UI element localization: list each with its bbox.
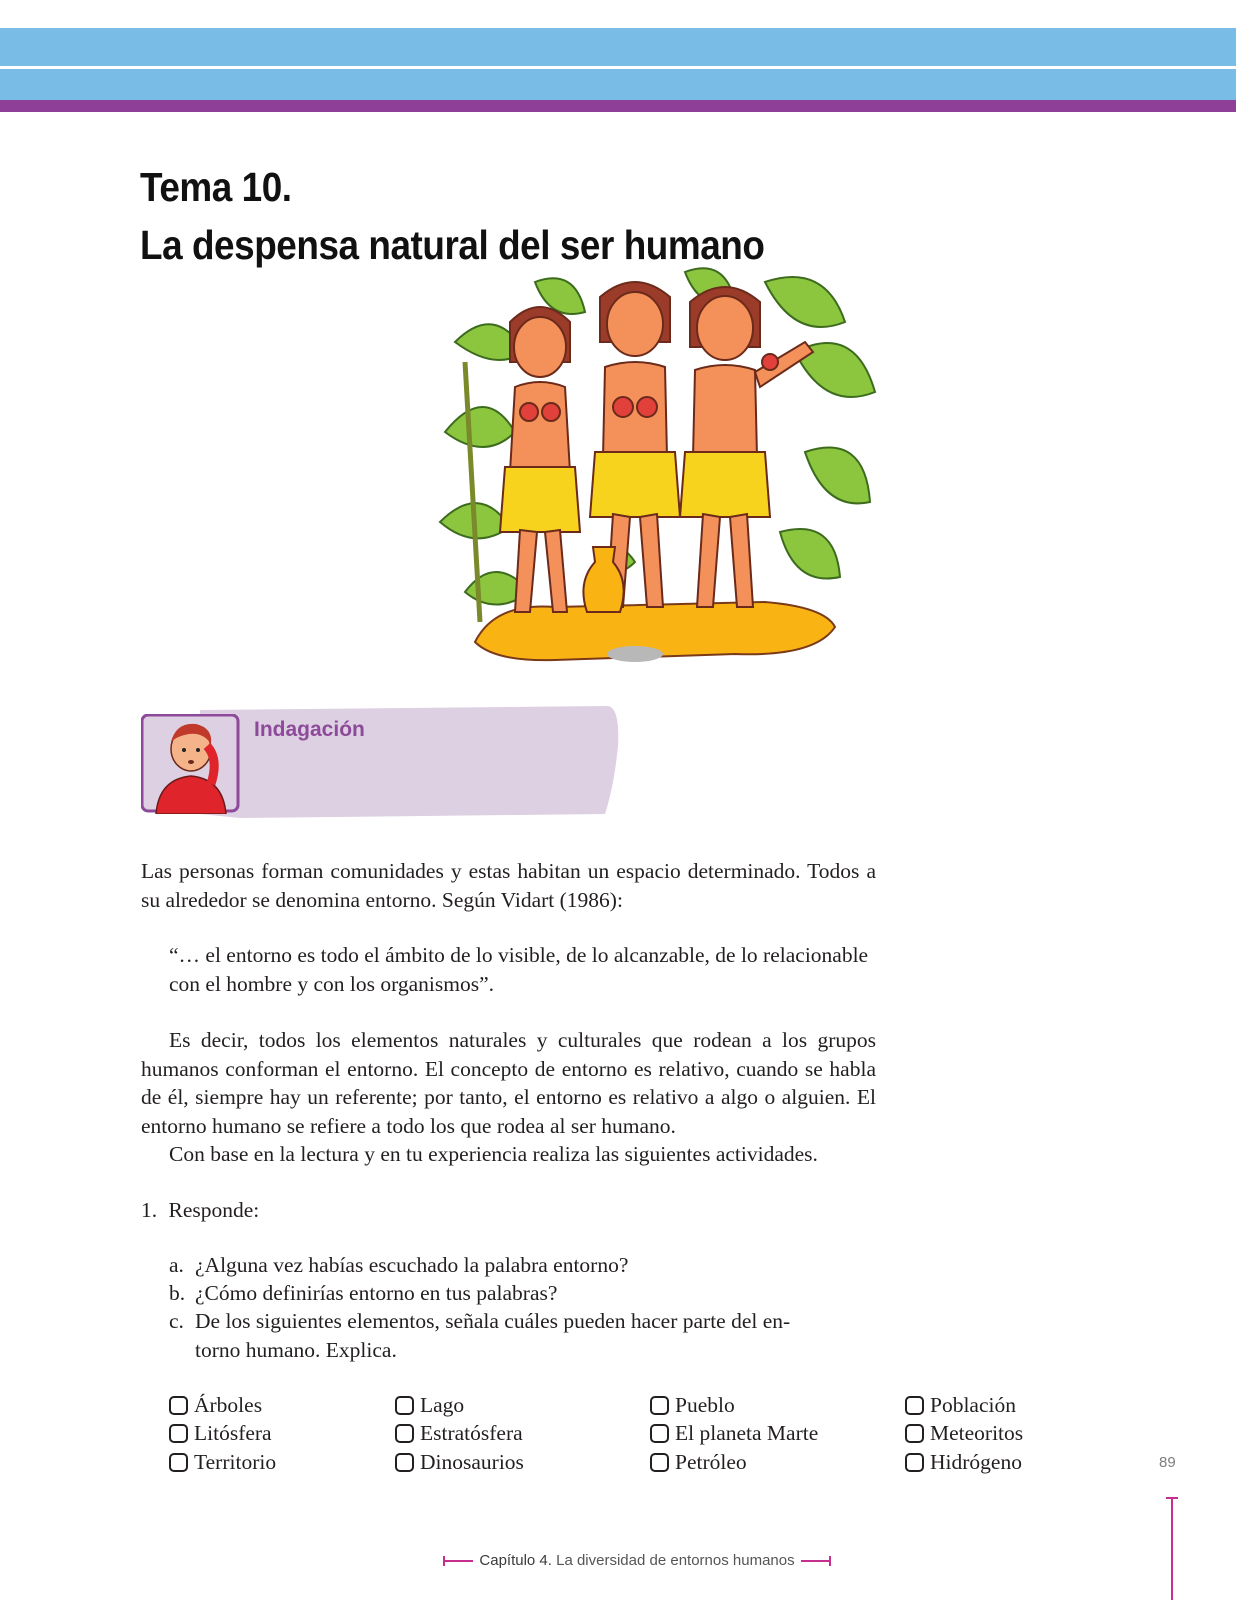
option-label: Territorio <box>194 1449 277 1474</box>
option-label: Pueblo <box>675 1392 735 1417</box>
checkbox[interactable] <box>650 1424 669 1443</box>
checkbox[interactable] <box>905 1396 924 1415</box>
item-text-continued: torno humano. Explica. <box>195 1337 397 1362</box>
question-label: Responde: <box>168 1198 260 1222</box>
option-item[interactable] <box>395 1391 524 1420</box>
checkbox[interactable] <box>650 1453 669 1472</box>
option-item[interactable] <box>905 1448 1023 1477</box>
option-item[interactable] <box>905 1391 1023 1420</box>
options-column-1 <box>169 1391 276 1477</box>
option-label: Población <box>930 1392 1016 1417</box>
page-title <box>140 158 764 274</box>
question-item-a <box>169 1251 876 1280</box>
option-label: El planeta Marte <box>675 1421 819 1446</box>
vidart-quote: “… el entorno es todo el ámbito de lo visible, de lo alcanzable, de lo relacionable con el hombre y con los organismos”. <box>169 943 869 996</box>
paragraph-entorno: Es decir, todos los elementos naturales y culturales que rodean a los grupos humanos conforman el entorno. El concepto de entorno es relativo, cuando se habla de él, siempre hay un referente; por tanto, el entorno es relativo a algo o alguien. El entorno humano se refiere a todo los que rodea al ser humano. <box>141 1028 876 1138</box>
item-letter: b. <box>169 1281 186 1305</box>
option-item[interactable] <box>169 1420 276 1449</box>
checkbox[interactable] <box>395 1396 414 1415</box>
option-label: Litósfera <box>194 1421 272 1446</box>
footer-chapter-title: La diversidad de entornos humanos <box>556 1552 795 1569</box>
option-item[interactable] <box>905 1420 1023 1449</box>
checkbox[interactable] <box>169 1424 188 1443</box>
thinking-boy-icon <box>141 714 241 814</box>
option-item[interactable] <box>395 1420 524 1449</box>
question-item-c <box>169 1307 876 1364</box>
option-item[interactable] <box>650 1448 818 1477</box>
page-number: 89 <box>1159 1454 1176 1471</box>
option-label: Lago <box>420 1392 465 1417</box>
option-item[interactable] <box>650 1391 818 1420</box>
checkbox[interactable] <box>169 1453 188 1472</box>
chapter-footer <box>432 1552 842 1569</box>
question-number: 1. <box>141 1198 158 1222</box>
item-letter: c. <box>169 1309 184 1333</box>
footer-text <box>479 1552 794 1569</box>
checkbox[interactable] <box>395 1424 414 1443</box>
option-label: Petróleo <box>675 1449 747 1474</box>
paragraph-activities: Con base en la lectura y en tu experiencia realiza las siguientes actividades. <box>169 1142 818 1166</box>
option-item[interactable] <box>650 1420 818 1449</box>
header-band-divider <box>0 66 1236 69</box>
footer-left-tick <box>443 1560 473 1562</box>
title-line-1: Tema 10. <box>140 164 292 210</box>
title-line-2: La despensa natural del ser humano <box>140 222 765 268</box>
options-column-3 <box>650 1391 818 1477</box>
option-item[interactable] <box>169 1448 276 1477</box>
option-label: Dinosaurios <box>420 1449 524 1474</box>
option-label: Estratósfera <box>420 1421 523 1446</box>
option-label: Meteoritos <box>930 1421 1024 1446</box>
checkbox[interactable] <box>650 1396 669 1415</box>
item-text: ¿Cómo definirías entorno en tus palabras? <box>195 1281 558 1305</box>
checkbox[interactable] <box>905 1453 924 1472</box>
checkbox[interactable] <box>169 1396 188 1415</box>
options-column-4 <box>905 1391 1023 1477</box>
option-label: Árboles <box>194 1392 263 1417</box>
item-text: De los siguientes elementos, señala cuáles pueden hacer parte del en- <box>195 1309 791 1333</box>
option-item[interactable] <box>395 1448 524 1477</box>
question-item-b <box>169 1279 876 1308</box>
item-text: ¿Alguna vez habías escuchado la palabra entorno? <box>195 1253 629 1277</box>
footer-right-tick <box>801 1560 831 1562</box>
indagacion-label: Indagación <box>254 718 365 741</box>
checkbox[interactable] <box>395 1453 414 1472</box>
intro-paragraph: Las personas forman comunidades y estas habitan un espacio determinado. Todos a su alrededor se denomina entorno. Según Vidart (1986): <box>141 859 876 912</box>
header-band-purple <box>0 100 1236 112</box>
item-letter: a. <box>169 1253 184 1277</box>
question-1 <box>141 1196 259 1225</box>
options-column-2 <box>395 1391 524 1477</box>
explanation-paragraph <box>141 1026 876 1169</box>
checkbox[interactable] <box>905 1424 924 1443</box>
option-item[interactable] <box>169 1391 276 1420</box>
option-label: Hidrógeno <box>930 1449 1022 1474</box>
jungle-children-illustration <box>435 262 885 682</box>
footer-chapter: Capítulo 4. <box>479 1552 552 1569</box>
side-rule <box>1171 1497 1173 1600</box>
header-band-blue <box>0 28 1236 100</box>
